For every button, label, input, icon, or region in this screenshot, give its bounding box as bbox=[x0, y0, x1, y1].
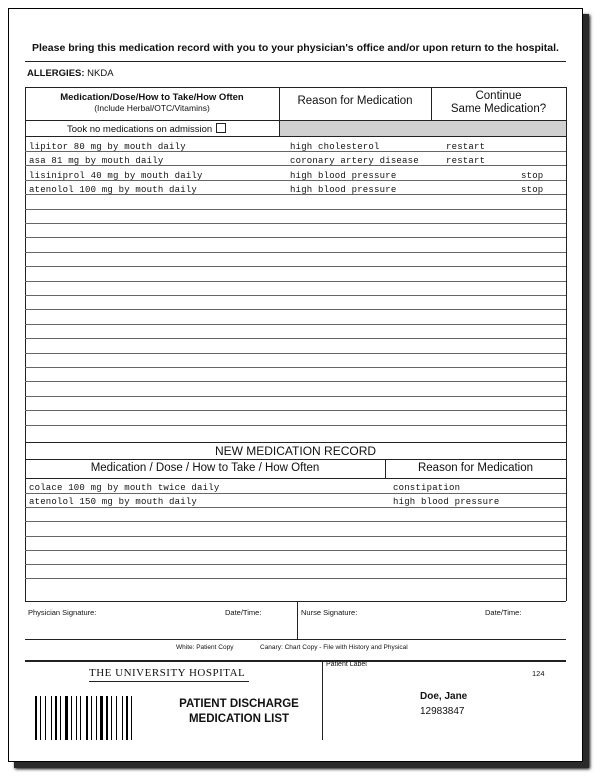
form-title-line2: MEDICATION LIST bbox=[188, 713, 290, 725]
current-status-3: stop bbox=[521, 171, 544, 181]
discharge-form bbox=[8, 8, 583, 762]
ruled-line bbox=[25, 536, 566, 537]
shaded-cells bbox=[280, 121, 566, 136]
current-meds-col2-header: Reason for Medication bbox=[297, 95, 413, 107]
form-title bbox=[179, 697, 299, 727]
ruled-line bbox=[25, 266, 566, 267]
ruled-line bbox=[25, 151, 566, 152]
ruled-line bbox=[25, 209, 566, 210]
ruled-line bbox=[25, 507, 566, 508]
barcode-bar bbox=[76, 696, 77, 740]
current-status-2: restart bbox=[446, 156, 486, 166]
new-reason-1: constipation bbox=[393, 483, 461, 493]
current-meds-col3-header bbox=[431, 90, 566, 116]
barcode-bar bbox=[51, 696, 52, 740]
nurse-date-label: Date/Time: bbox=[485, 608, 522, 617]
ruled-line bbox=[25, 521, 566, 522]
col1-subtitle: (Include Herbal/OTC/Vitamins) bbox=[94, 103, 210, 113]
barcode bbox=[35, 696, 165, 740]
barcode-bar bbox=[45, 696, 46, 740]
ruled-line bbox=[25, 180, 566, 181]
form-instruction: Please bring this medication record with you to your physician's office and/or upon return to the hospital. bbox=[32, 42, 559, 54]
allergies-value: NKDA bbox=[87, 68, 114, 79]
ruled-line bbox=[25, 223, 566, 224]
barcode-bar bbox=[55, 696, 57, 740]
ruled-line bbox=[25, 324, 566, 325]
ruled-line bbox=[25, 367, 566, 368]
barcode-bar bbox=[111, 696, 112, 740]
ruled-line bbox=[25, 353, 566, 354]
barcode-bar bbox=[71, 696, 72, 740]
barcode-bar bbox=[86, 696, 88, 740]
col3-line1: Continue bbox=[475, 90, 522, 102]
white-copy-note: White: Patient Copy bbox=[176, 644, 234, 651]
ruled-line bbox=[25, 295, 566, 296]
ruled-line bbox=[25, 194, 566, 195]
ruled-line bbox=[25, 410, 566, 411]
ruled-line bbox=[25, 309, 566, 310]
barcode-bar bbox=[122, 696, 123, 740]
current-reason-2: coronary artery disease bbox=[290, 156, 419, 166]
allergies-row bbox=[27, 68, 114, 79]
ruled-line bbox=[25, 281, 566, 282]
barcode-bar bbox=[65, 696, 68, 740]
physician-date-label: Date/Time: bbox=[225, 608, 262, 617]
ruled-line bbox=[25, 381, 566, 382]
current-med-4: atenolol 100 mg by mouth daily bbox=[29, 185, 198, 195]
took-no-meds-row bbox=[67, 123, 226, 135]
current-reason-3: high blood pressure bbox=[290, 171, 397, 181]
new-meds-col1-header: Medication / Dose / How to Take / How Often bbox=[90, 462, 320, 474]
form-title-line1: PATIENT DISCHARGE bbox=[179, 698, 299, 710]
nurse-signature-field[interactable] bbox=[363, 605, 478, 629]
current-med-3: lisiniprol 40 mg by mouth daily bbox=[29, 171, 203, 181]
ruled-line bbox=[25, 237, 566, 238]
current-reason-1: high cholesterol bbox=[290, 142, 380, 152]
barcode-bar bbox=[35, 696, 37, 740]
patient-id: 12983847 bbox=[420, 706, 465, 717]
took-no-meds-label: Took no medications on admission bbox=[67, 124, 213, 135]
ruled-line bbox=[25, 252, 566, 253]
new-med-1: colace 100 mg by mouth twice daily bbox=[29, 483, 220, 493]
barcode-bar bbox=[96, 696, 97, 740]
nurse-signature-label: Nurse Signature: bbox=[301, 608, 358, 617]
form-number: 124 bbox=[532, 669, 545, 678]
barcode-bar bbox=[131, 696, 132, 740]
ruled-line bbox=[25, 396, 566, 397]
barcode-bar bbox=[40, 696, 41, 740]
current-med-1: lipitor 80 mg by mouth daily bbox=[29, 142, 186, 152]
took-no-meds-checkbox[interactable] bbox=[216, 123, 226, 133]
barcode-bar bbox=[126, 696, 128, 740]
current-meds-col1-header bbox=[25, 92, 279, 113]
new-meds-title: NEW MEDICATION RECORD bbox=[214, 444, 377, 458]
ruled-line bbox=[25, 564, 566, 565]
barcode-bar bbox=[116, 696, 117, 740]
current-med-2: asa 81 mg by mouth daily bbox=[29, 156, 164, 166]
physician-signature-field[interactable] bbox=[84, 605, 214, 629]
canary-copy-note: Canary: Chart Copy - File with History and Physical bbox=[260, 644, 408, 651]
new-reason-2: high blood pressure bbox=[393, 497, 500, 507]
physician-signature-label: Physician Signature: bbox=[28, 608, 97, 617]
new-med-2: atenolol 150 mg by mouth daily bbox=[29, 497, 198, 507]
ruled-line bbox=[25, 578, 566, 579]
col1-title: Medication/Dose/How to Take/How Often bbox=[60, 92, 244, 103]
current-status-4: stop bbox=[521, 185, 544, 195]
barcode-bar bbox=[60, 696, 61, 740]
current-status-1: restart bbox=[446, 142, 486, 152]
barcode-bar bbox=[100, 696, 103, 740]
ruled-line bbox=[25, 493, 566, 494]
new-meds-col2-header: Reason for Medication bbox=[417, 462, 534, 474]
barcode-bar bbox=[80, 696, 81, 740]
current-reason-4: high blood pressure bbox=[290, 185, 397, 195]
ruled-line bbox=[25, 338, 566, 339]
ruled-line bbox=[25, 550, 566, 551]
barcode-bar bbox=[91, 696, 92, 740]
patient-name: Doe, Jane bbox=[420, 691, 468, 702]
barcode-bar bbox=[106, 696, 108, 740]
patient-label-caption: Patient Label bbox=[326, 661, 367, 668]
allergies-label: ALLERGIES: bbox=[27, 68, 85, 79]
hospital-name: THE UNIVERSITY HOSPITAL bbox=[89, 667, 246, 679]
ruled-line bbox=[25, 165, 566, 166]
ruled-line bbox=[25, 425, 566, 426]
col3-line2: Same Medication? bbox=[450, 103, 547, 115]
